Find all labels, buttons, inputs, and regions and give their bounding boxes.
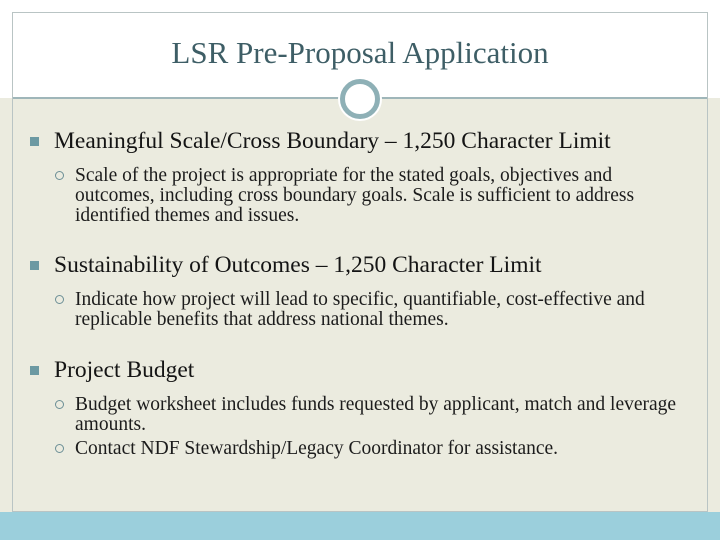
footer-bar <box>0 512 720 540</box>
sub-bullet <box>30 166 695 226</box>
sub-bullet-text: Scale of the project is appropriate for the stated goals, objectives and outcomes, including cross boundary goals. Scale is sufficient to address identified themes and issues. <box>75 165 635 226</box>
circle-bullet-icon <box>55 444 64 453</box>
section-heading <box>30 357 695 383</box>
slide-title: LSR Pre-Proposal Application <box>171 35 549 70</box>
section-heading-text: Project Budget <box>54 357 195 383</box>
sub-bullet-text: Contact NDF Stewardship/Legacy Coordinator for assistance. <box>75 438 559 459</box>
square-bullet-icon <box>30 137 39 146</box>
ring-ornament <box>340 79 380 119</box>
section-heading-text: Meaningful Scale/Cross Boundary – 1,250 Character Limit <box>54 128 611 154</box>
circle-bullet-icon <box>55 171 64 180</box>
section-sustainability <box>30 252 695 330</box>
circle-bullet-icon <box>55 295 64 304</box>
square-bullet-icon <box>30 261 39 270</box>
slide-content <box>30 128 695 485</box>
sub-bullet-text: Budget worksheet includes funds requested by applicant, match and leverage amounts. <box>75 394 677 435</box>
section-heading <box>30 128 695 154</box>
section-budget <box>30 357 695 459</box>
circle-bullet-icon <box>55 400 64 409</box>
square-bullet-icon <box>30 366 39 375</box>
sub-bullet <box>30 290 695 330</box>
sub-bullet-text: Indicate how project will lead to specific, quantifiable, cost-effective and replicable benefits that address national themes. <box>75 289 645 330</box>
section-heading-text: Sustainability of Outcomes – 1,250 Character Limit <box>54 252 542 278</box>
sub-bullet <box>30 439 695 459</box>
sub-bullet <box>30 395 695 435</box>
section-scale <box>30 128 695 226</box>
section-heading <box>30 252 695 278</box>
